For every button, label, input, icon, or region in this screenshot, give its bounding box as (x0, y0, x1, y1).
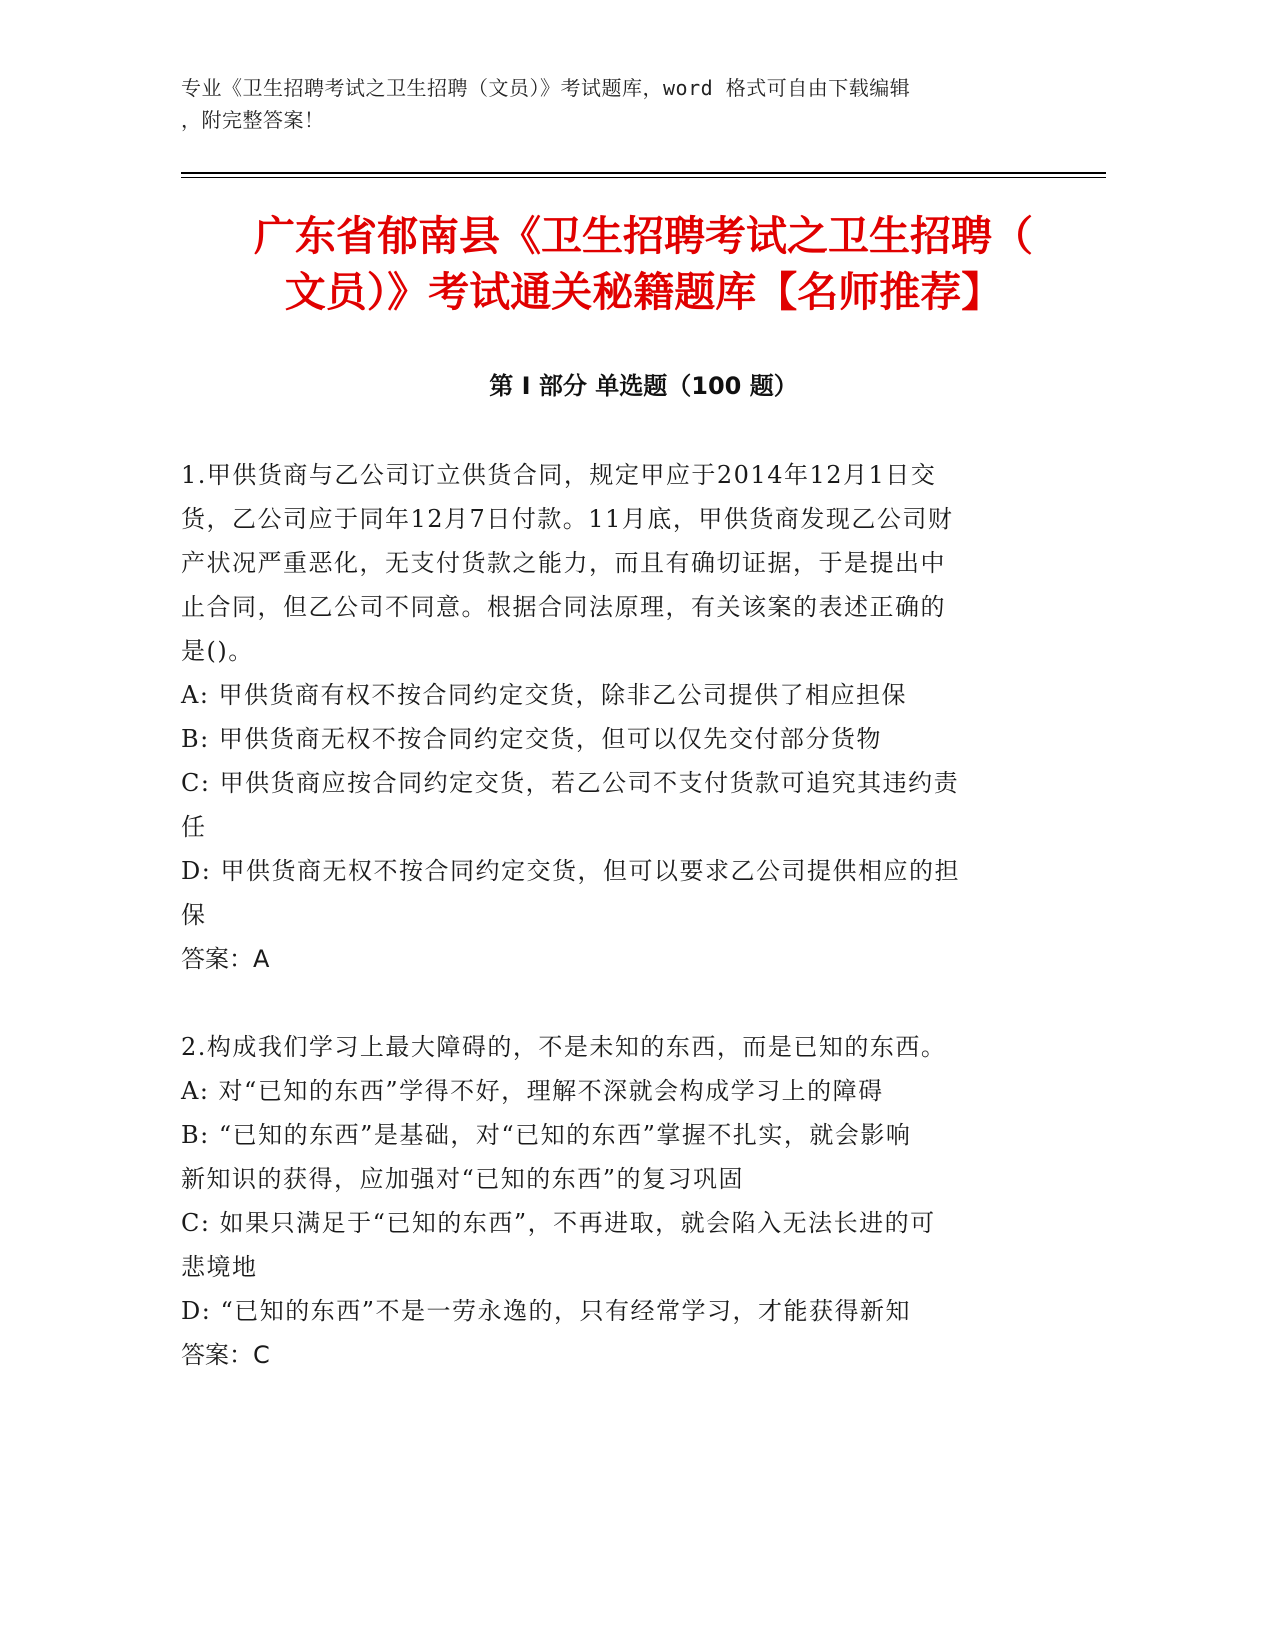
option-d (181, 849, 1041, 937)
header-note-line: 专业《卫生招聘考试之卫生招聘（文员）》考试题库，word 格式可自由下载编辑 (181, 76, 911, 100)
option-line: 悲境地 (181, 1253, 258, 1281)
question-spacer (181, 981, 1041, 1025)
option-line: 任 (181, 813, 207, 841)
question-stem-line: 货，乙公司应于同年12月7日付款。11月底，甲供货商发现乙公司财 (181, 505, 954, 533)
header-note-line: ，附完整答案！ (181, 108, 325, 132)
option-line: C: 如果只满足于“已知的东西”，不再进取，就会陷入无法长进的可 (181, 1209, 936, 1237)
question-stem-line: 产状况严重恶化，无支付货款之能力，而且有确切证据，于是提出中 (181, 549, 946, 577)
question-2 (181, 1025, 1041, 1377)
option-line: C: 甲供货商应按合同约定交货，若乙公司不支付货款可追究其违约责 (181, 769, 960, 797)
option-c (181, 1201, 1041, 1289)
answer-line: 答案：A (181, 945, 270, 973)
option-line: B: “已知的东西”是基础，对“已知的东西”掌握不扎实，就会影响 (181, 1121, 912, 1149)
answer-line: 答案：C (181, 1341, 270, 1369)
option-line: A: 对“已知的东西”学得不好，理解不深就会构成学习上的障碍 (181, 1077, 884, 1105)
option-line: B: 甲供货商无权不按合同约定交货，但可以仅先交付部分货物 (181, 725, 882, 753)
option-a (181, 673, 1041, 717)
option-line: A: 甲供货商有权不按合同约定交货，除非乙公司提供了相应担保 (181, 681, 908, 709)
option-line: 新知识的获得，应加强对“已知的东西”的复习巩固 (181, 1165, 745, 1193)
option-b (181, 1113, 1041, 1201)
option-c (181, 761, 1041, 849)
document-title (181, 208, 1106, 320)
option-line: D: “已知的东西”不是一劳永逸的，只有经常学习，才能获得新知 (181, 1297, 911, 1325)
header-note (181, 72, 1061, 136)
option-line: 保 (181, 901, 207, 929)
header-divider-thick (181, 172, 1106, 174)
question-1 (181, 453, 1041, 981)
document-title-line: 文员）》考试通关秘籍题库【名师推荐】 (284, 268, 1003, 316)
question-list (181, 453, 1041, 1377)
option-line: D: 甲供货商无权不按合同约定交货，但可以要求乙公司提供相应的担 (181, 857, 960, 885)
question-stem-line: 止合同，但乙公司不同意。根据合同法原理，有关该案的表述正确的 (181, 593, 946, 621)
question-stem-line: 2.构成我们学习上最大障碍的，不是未知的东西，而是已知的东西。 (181, 1033, 947, 1061)
option-a (181, 1069, 1041, 1113)
section-title: 第 I 部分 单选题（100 题） (489, 372, 798, 400)
header-divider-thin (181, 177, 1106, 178)
document-title-line: 广东省郁南县《卫生招聘考试之卫生招聘（ (254, 212, 1033, 260)
option-b (181, 717, 1041, 761)
question-stem-line: 是()。 (181, 637, 254, 665)
question-stem-line: 1.甲供货商与乙公司订立供货合同，规定甲应于2014年12月1日交 (181, 461, 937, 489)
option-d (181, 1289, 1041, 1333)
